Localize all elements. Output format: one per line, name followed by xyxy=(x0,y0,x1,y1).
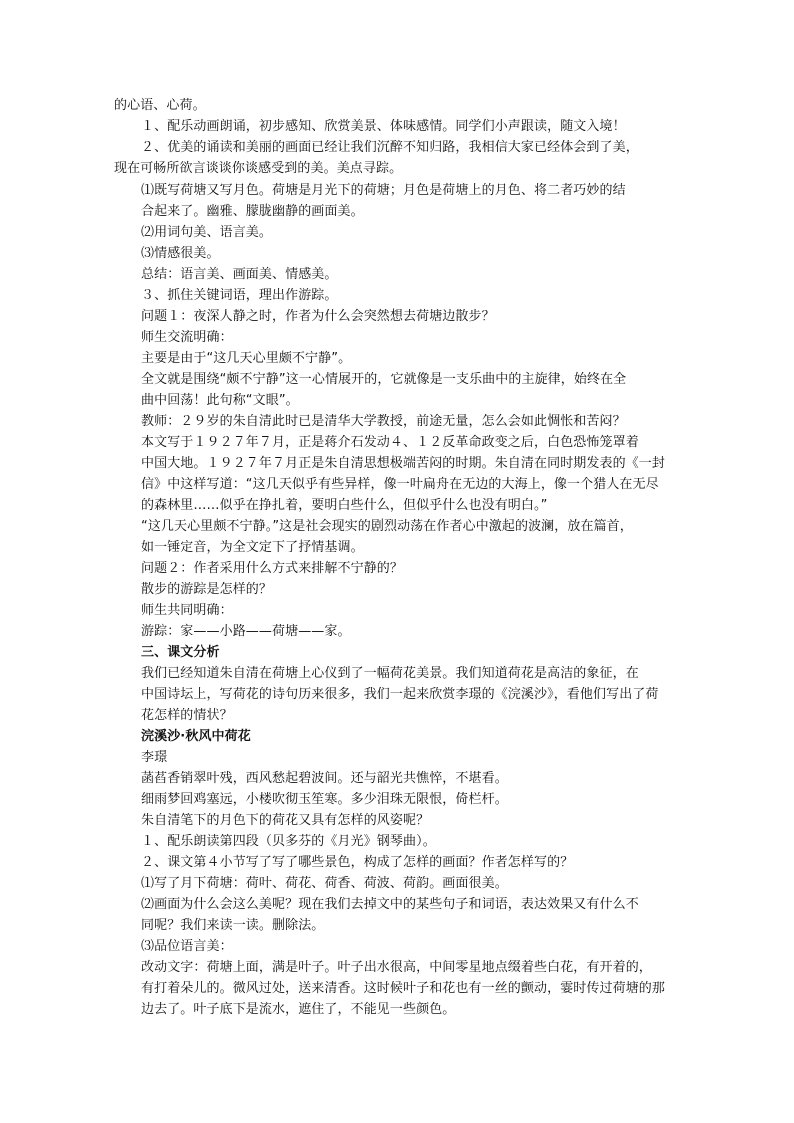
text-line: 改动文字：荷塘上面，满是叶子。叶子出水很高，中间零星地点缀着些白花，有开着的， xyxy=(141,960,652,975)
text-line: 总结：语言美、画面美、情感美。 xyxy=(141,267,338,282)
text-line: 师生交流明确： xyxy=(141,330,233,345)
text-line: 曲中回荡！此句称“文眼”。 xyxy=(141,393,299,408)
text-line: ⑶品位语言美： xyxy=(141,939,233,954)
text-line: 本文写于１９２７年７月，正是蒋介石发动４、１２反革命政变之后，白色恐怖笼罩着 xyxy=(141,435,639,450)
text-line: 主要是由于“这几天心里颇不宁静”。 xyxy=(141,351,352,366)
text-line: １、配乐朗读第四段（贝多芬的《月光》钢琴曲）。 xyxy=(141,834,436,849)
poem-line: 细雨梦回鸡塞远，小楼吹彻玉笙寒。多少泪珠无限恨，倚栏杆。 xyxy=(141,792,508,807)
poem-title: 浣溪沙·秋风中荷花 xyxy=(141,729,251,744)
text-line: 现在可畅所欲言谈谈你谈感受到的美。美点寻踪。 xyxy=(114,161,403,176)
text-line: ⑵用词句美、语言美。 xyxy=(141,225,273,240)
text-line: 花怎样的情状？ xyxy=(141,708,233,723)
poem-author: 李璟 xyxy=(141,750,168,765)
text-line: 我们已经知道朱自清在荷塘上心仪到了一幅荷花美景。我们知道荷花是高洁的象征，在 xyxy=(141,666,639,681)
text-line: 边去了。叶子底下是流水，遮住了，不能见一些颜色。 xyxy=(141,1002,456,1017)
text-line: 信》中这样写道：“这几天似乎有些异样，像一叶扁舟在无边的大海上，像一个猎人在无尽 xyxy=(141,477,659,492)
text-line: 问题１：夜深人静之时，作者为什么会突然想去荷塘边散步？ xyxy=(141,309,495,324)
text-line: 中国诗坛上，写荷花的诗句历来很多，我们一起来欣赏李璟的《浣溪沙》，看他们写出了荷 xyxy=(141,687,659,702)
text-line: ⑶情感很美。 xyxy=(141,246,220,261)
text-line: ２、优美的诵读和美丽的画面已经让我们沉醉不知归路，我相信大家已经体会到了美， xyxy=(141,140,639,155)
text-line: ⑴写了月下荷塘：荷叶、荷花、荷香、荷波、荷韵。画面很美。 xyxy=(141,876,508,891)
text-line: ３、抓住关键词语，理出作游踪。 xyxy=(141,288,338,303)
text-line: 有打着朵儿的。微风过处，送来清香。这时候叶子和花也有一丝的颤动，霎时传过荷塘的那 xyxy=(141,981,666,996)
text-line: 合起来了。幽雅、朦胧幽静的画面美。 xyxy=(141,204,364,219)
text-line: 问题２：作者采用什么方式来排解不宁静的？ xyxy=(141,561,404,576)
text-line: “这几天心里颇不宁静。”这是社会现实的剧烈动荡在作者心中激起的波澜，放在篇首， xyxy=(141,519,633,534)
poem-line: 菡萏香销翠叶残，西风愁起碧波间。还与韶光共憔悴，不堪看。 xyxy=(141,771,508,786)
text-line: 如一锤定音，为全文定下了抒情基调。 xyxy=(141,540,364,555)
text-line: 教师：２９岁的朱自清此时已是清华大学教授，前途无量，怎么会如此惆怅和苦闷？ xyxy=(141,414,626,429)
text-line: 全文就是围绕“颇不宁静”这一心情展开的，它就像是一支乐曲中的主旋律，始终在全 xyxy=(141,372,627,387)
text-line: 散步的游踪是怎样的？ xyxy=(141,582,273,597)
text-line: 朱自清笔下的月色下的荷花又具有怎样的风姿呢？ xyxy=(141,813,430,828)
text-line: 师生共同明确： xyxy=(141,603,233,618)
text-line: ２、课文第４小节写了写了哪些景色，构成了怎样的画面？作者怎样写的？ xyxy=(141,855,574,870)
text-line: 的心语、心荷。 xyxy=(114,98,206,113)
text-line: １、配乐动画朗诵，初步感知、欣赏美景、体味感情。同学们小声跟读，随文入境！ xyxy=(141,119,626,134)
text-line: 中国大地。１９２７年７月正是朱自清思想极端苦闷的时期。朱自清在同时期发表的《一封 xyxy=(141,456,666,471)
section-heading: 三、课文分析 xyxy=(141,645,220,660)
text-line: ⑴既写荷塘又写月色。荷塘是月光下的荷塘；月色是荷塘上的月色、将二者巧妙的结 xyxy=(141,183,626,198)
text-line: ⑵画面为什么会这么美呢？现在我们去掉文中的某些句子和词语，表达效果又有什么不 xyxy=(141,897,639,912)
text-line: 游踪：家——小路——荷塘——家。 xyxy=(141,624,351,639)
text-line: 的森林里……似乎在挣扎着，要明白些什么，但似乎什么也没有明白。” xyxy=(141,498,548,513)
text-line: 同呢？我们来读一读。删除法。 xyxy=(141,918,325,933)
